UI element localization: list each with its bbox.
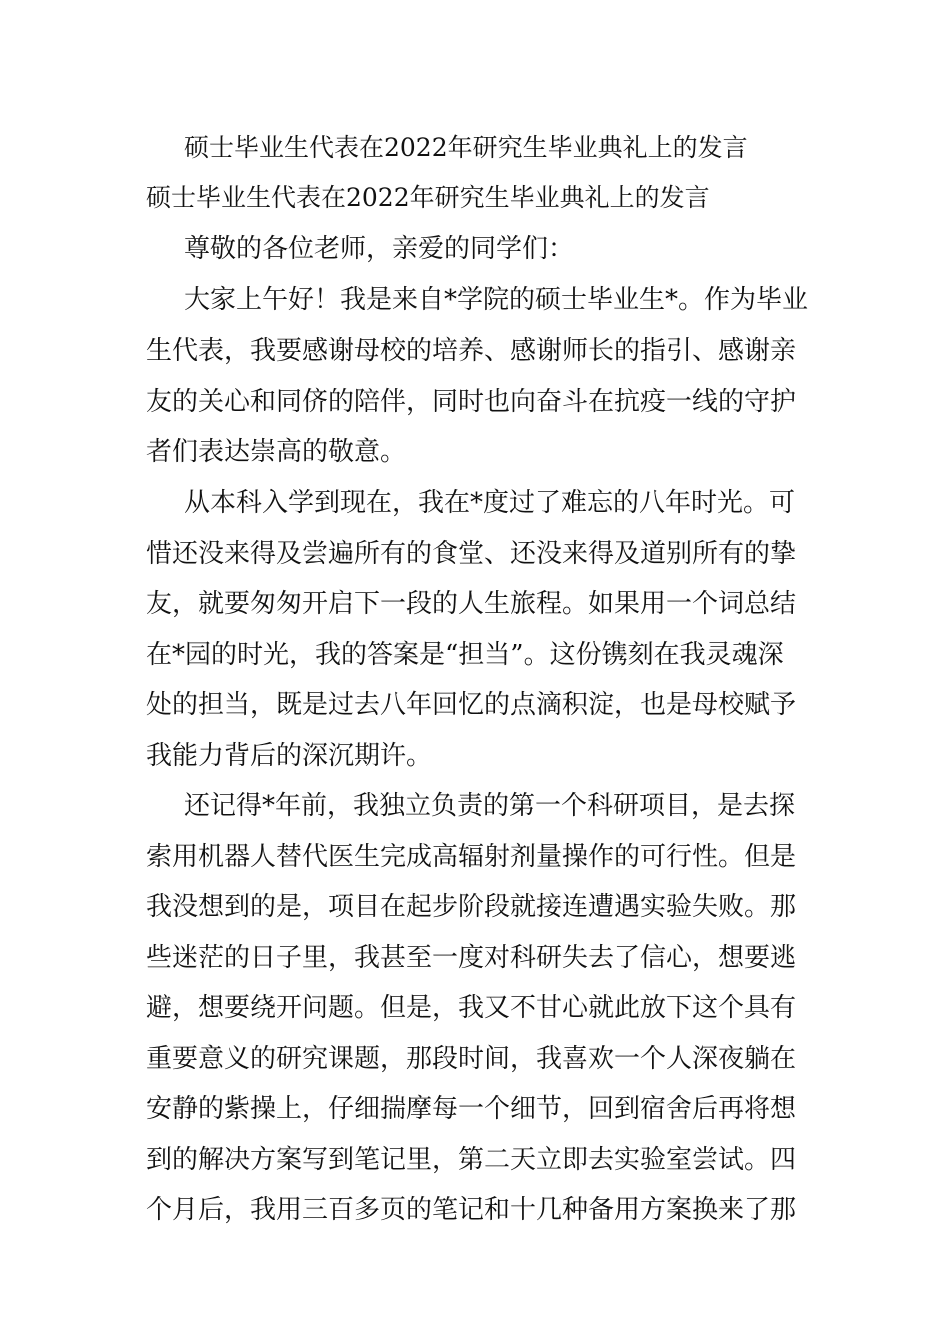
paragraph-1-line-4: 者们表达崇高的敬意。 — [146, 437, 407, 467]
paragraph-3-line-7: 安静的紫操上，仔细揣摩每一个细节，回到宿舍后再将想 — [146, 1094, 797, 1124]
paragraph-3-line-3: 我没想到的是，项目在起步阶段就接连遭遇实验失败。那 — [146, 892, 797, 922]
paragraph-1-line-3: 友的关心和同侪的陪伴，同时也向奋斗在抗疫一线的守护 — [146, 387, 797, 417]
paragraph-2-line-1: 从本科入学到现在，我在*度过了难忘的八年时光。可 — [184, 488, 796, 518]
paragraph-3-line-2: 索用机器人替代医生完成高辐射剂量操作的可行性。但是 — [146, 842, 797, 872]
document-title: 硕士毕业生代表在2022年研究生毕业典礼上的发言 — [184, 133, 748, 162]
document-title-repeat: 硕士毕业生代表在2022年研究生毕业典礼上的发言 — [146, 183, 710, 212]
paragraph-2-line-5: 处的担当，既是过去八年回忆的点滴积淀，也是母校赋予 — [146, 690, 797, 720]
paragraph-1-line-1: 大家上午好！我是来自*学院的硕士毕业生*。作为毕业 — [184, 285, 809, 315]
salutation: 尊敬的各位老师，亲爱的同学们： — [184, 234, 575, 264]
paragraph-3-line-8: 到的解决方案写到笔记里，第二天立即去实验室尝试。四 — [146, 1145, 797, 1175]
paragraph-3-line-5: 避，想要绕开问题。但是，我又不甘心就此放下这个具有 — [146, 993, 797, 1023]
paragraph-3-line-6: 重要意义的研究课题，那段时间，我喜欢一个人深夜躺在 — [146, 1044, 797, 1074]
paragraph-2-line-3: 友，就要匆匆开启下一段的人生旅程。如果用一个词总结 — [146, 589, 797, 619]
paragraph-3-line-1: 还记得*年前，我独立负责的第一个科研项目，是去探 — [184, 791, 796, 821]
paragraph-2-line-6: 我能力背后的深沉期许。 — [146, 741, 433, 771]
paragraph-1-line-2: 生代表，我要感谢母校的培养、感谢师长的指引、感谢亲 — [146, 336, 797, 366]
paragraph-3-line-9: 个月后，我用三百多页的笔记和十几种备用方案换来了那 — [146, 1195, 797, 1225]
paragraph-3-line-4: 些迷茫的日子里，我甚至一度对科研失去了信心，想要逃 — [146, 943, 797, 973]
paragraph-2-line-4: 在*园的时光，我的答案是“担当”。这份镌刻在我灵魂深 — [146, 640, 784, 670]
paragraph-2-line-2: 惜还没来得及尝遍所有的食堂、还没来得及道别所有的挚 — [146, 539, 797, 569]
